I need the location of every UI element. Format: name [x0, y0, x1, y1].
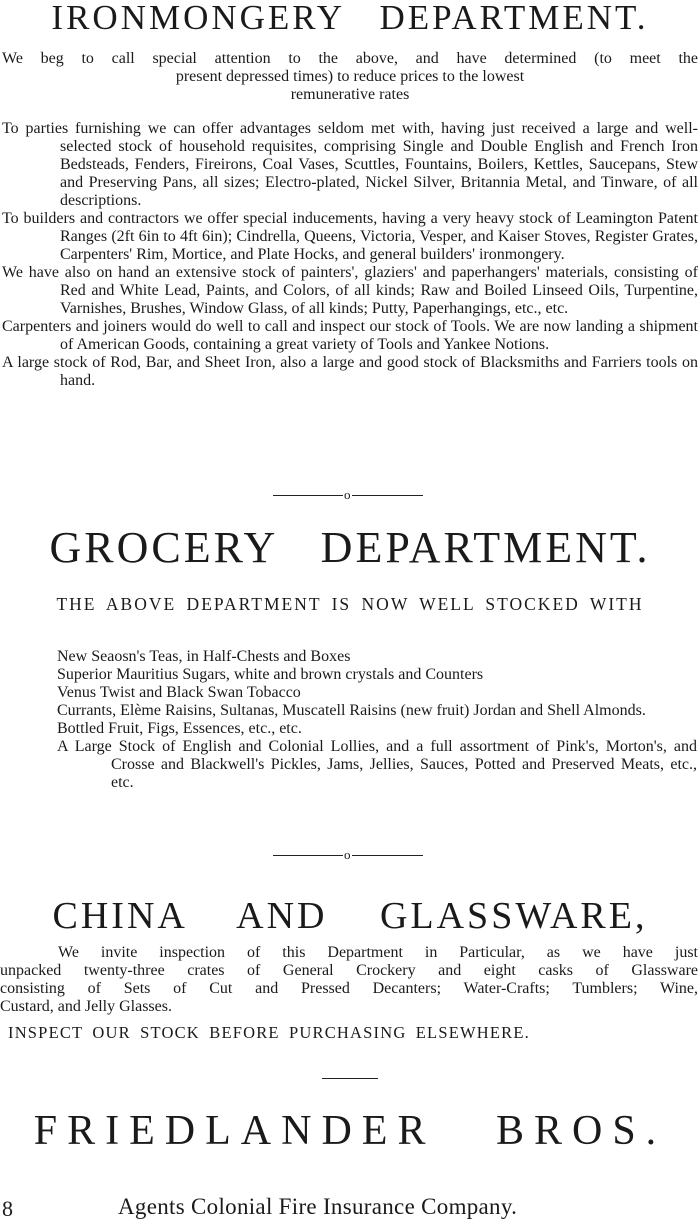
list-item: A Large Stock of English and Colonial Lollies, and a full assortment of Pink's, Morton's, and Crosse and Blackwell's Pickles, Jams, Jellies, Sauces, Potted and Preserved Meats, etc., etc.	[57, 738, 697, 791]
agents-line: Agents Colonial Fire Insurance Company.	[118, 1194, 518, 1219]
intro-line-1: We beg to call special attention to the above, and have determined (to meet the	[2, 50, 698, 67]
page-number: 8	[2, 1196, 13, 1221]
intro-line-3: remunerative rates	[290, 86, 410, 103]
list-item: Bottled Fruit, Figs, Essences, etc., etc.	[57, 720, 302, 737]
divider-mark-2: o	[344, 847, 351, 862]
list-item: Currants, Elème Raisins, Sultanas, Muscatell Raisins (new fruit) Jordan and Shell Almonds.	[57, 702, 646, 719]
ironmongery-title: IRONMONGERY DEPARTMENT.	[51, 0, 649, 37]
firm-name: FRIEDLANDER BROS.	[33, 1108, 667, 1154]
china-inspect-notice: INSPECT OUR STOCK BEFORE PURCHASING ELSEWHERE.	[8, 1023, 530, 1042]
china-line-4: Custard, and Jelly Glasses.	[0, 998, 172, 1015]
grocery-subtitle: THE ABOVE DEPARTMENT IS NOW WELL STOCKED WITH	[56, 594, 644, 614]
china-body	[0, 944, 698, 1016]
paragraph-furnishing: To parties furnishing we can offer advantages seldom met with, having just received a large and well-selected stock of household requisites, comprising Single and Double English and French Iron Bedsteads, Fenders, Fireirons, Coal Vases, Scuttles, Fountains, Boilers, Kettles, Saucepans, Stew and Preserving Pans, all sizes; Electro-plated, Nickel Silver, Britannia Metal, and Tinware, of all descriptions.	[2, 120, 698, 209]
china-line-1: We invite inspection of this Department in Particular, as we have just	[58, 944, 698, 961]
china-line-3: consisting of Sets of Cut and Pressed Decanters; Water-Crafts; Tumblers; Wine,	[0, 980, 698, 997]
paragraph-builders: To builders and contractors we offer special inducements, having a very heavy stock of Leamington Patent Ranges (2ft 6in to 4ft 6in); Cindrella, Queens, Victoria, Vesper, and Kaiser Stoves, Register Grates, Carpenters' Rim, Mortice, and Plate Hocks, and general builders' ironmongery.	[2, 210, 698, 263]
divider-mark-1: o	[344, 487, 351, 502]
paragraph-carpenters: Carpenters and joiners would do well to call and inspect our stock of Tools. We are now landing a shipment of American Goods, containing a great variety of Tools and Yankee Notions.	[2, 318, 698, 353]
section-divider-3	[322, 1078, 378, 1079]
list-item: New Seaosn's Teas, in Half-Chests and Boxes	[57, 648, 351, 665]
ironmongery-paragraphs	[2, 120, 698, 390]
intro-line-2: present depressed times) to reduce prices to the lowest	[175, 68, 525, 85]
grocery-list	[57, 648, 697, 792]
china-line-2: unpacked twenty-three crates of General Crockery and eight casks of Glassware	[0, 962, 698, 979]
paragraph-painters: We have also on hand an extensive stock of painters', glaziers' and paperhangers' materials, consisting of Red and White Lead, Paints, and Colors, of all kinds; Raw and Boiled Linseed Oils, Turpentine, Varnishes, Brushes, Window Glass, of all kinds; Putty, Paperhangings, etc., etc.	[2, 264, 698, 317]
china-title: CHINA AND GLASSWARE,	[52, 895, 648, 937]
list-item: Venus Twist and Black Swan Tobacco	[57, 684, 301, 701]
paragraph-iron-stock: A large stock of Rod, Bar, and Sheet Iron, also a large and good stock of Blacksmiths and Farriers tools on hand.	[2, 354, 698, 389]
list-item: Superior Mauritius Sugars, white and brown crystals and Counters	[57, 666, 484, 683]
grocery-title: GROCERY DEPARTMENT.	[49, 523, 651, 572]
ironmongery-intro	[0, 50, 700, 104]
